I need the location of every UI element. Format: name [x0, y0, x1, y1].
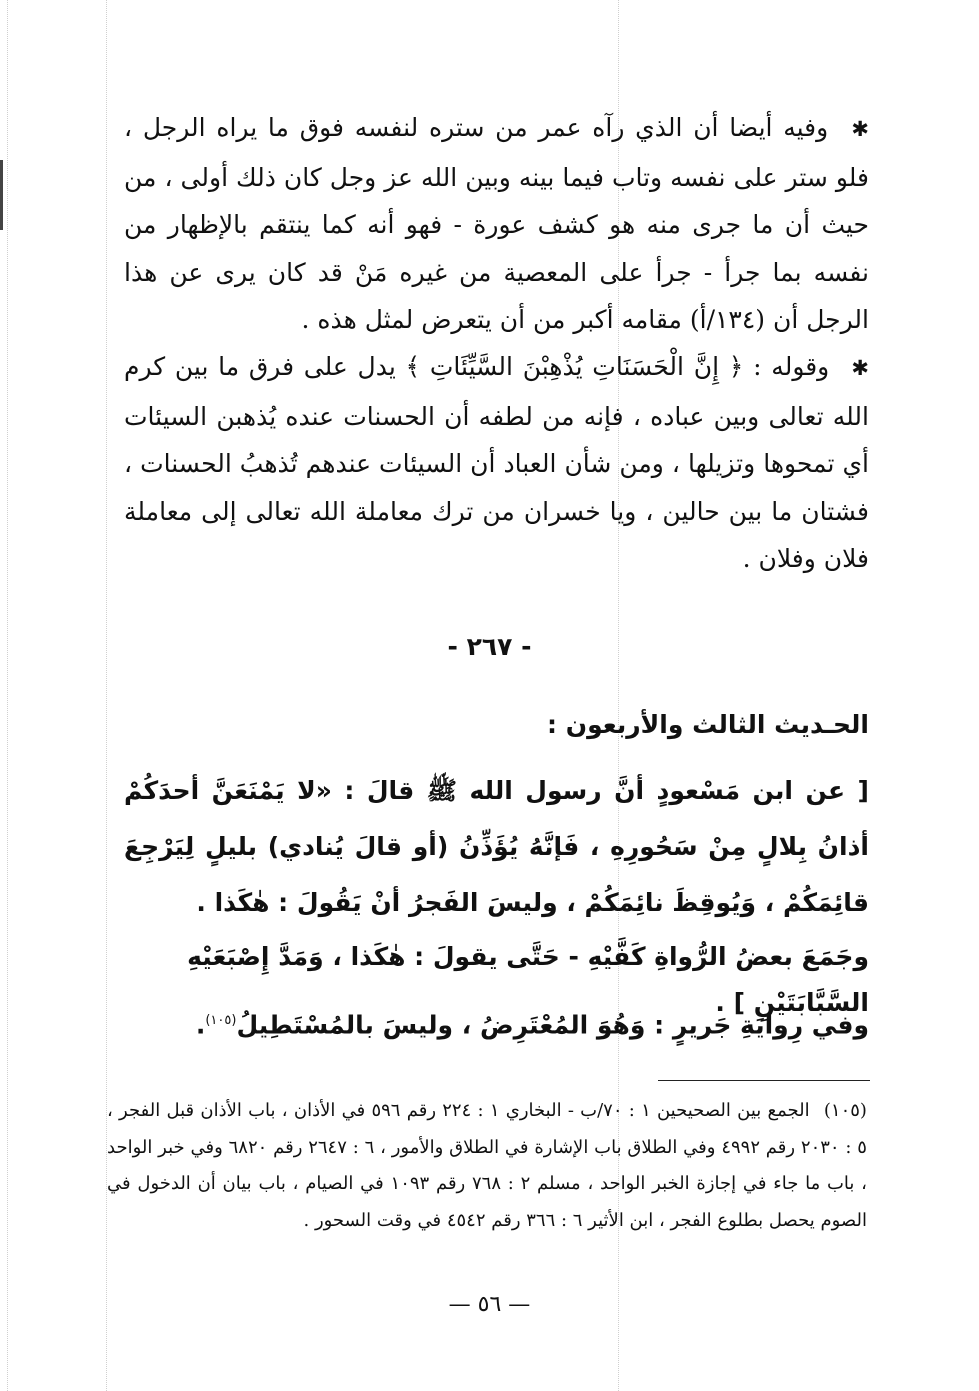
- page-number: — ٥٦ —: [448, 1292, 531, 1317]
- paragraph-text: وفيه أيضا أن الذي رآه عمر من ستره لنفسه فوق ما يراه الرجل ، فلو ستر على نفسه وتاب فيما بينه وبين الله عز وجل كان ذلك أولى ، من حيث أن ما جرى منه هو كشف عورة - فهو أنه كما ينتقم بالإظهار من نفسه بما جرأ - جرأ على المعصية من غيره مَنْ قد كان يرى عن هذا الرجل أن (١٣٤/أ) مقامه أكبر من أن يتعرض لمثل هذه .: [124, 113, 870, 334]
- footnote-number: (١٠٥): [823, 1100, 867, 1121]
- scan-fold-line: [7, 0, 8, 1391]
- asterisk-bullet-icon: ✱: [851, 356, 869, 380]
- paragraph-text: وقوله : ﴿ إِنَّ الْحَسَنَاتِ يُذْهِبْنَ السَّيِّئَاتِ ﴾ يدل على فرق ما بين كرم الله تعالى وبين عباده ، فإنه من لطفه أن الحسنات عنده يُذهبن السيئات أي تمحوها وتزيلها ، ومن شأن العباد أن السيئات عندهم تُذهبُ الحسنات ، فشتان ما بين حالين ، ويا خسران من ترك معاملة الله تعالى إلى معاملة فلان وفلان .: [124, 352, 869, 573]
- hadith-number: - ٢٦٧ -: [447, 632, 532, 661]
- narration-text: وفي رِوايَةِ جَريرٍ : وَهُوَ المُعْتَرِضُ ، وليسَ بالمُسْتَطِيلُ: [236, 1010, 869, 1040]
- commentary-paragraph: [124, 343, 869, 583]
- hadith-narration-line: [124, 998, 869, 1048]
- footnote-divider: [658, 1080, 870, 1081]
- footnote-text: الجمع بين الصحيحين ١ : ٧٠/ب - البخاري ١ : ٢٢٤ رقم ٥٩٦ في الأذان ، باب الأذان قبل الفجر ، ٥ : ٢٠٣٠ رقم ٤٩٩٢ وفي الطلاق باب الإشارة في الطلاق والأمور ، ٦ : ٢٦٤٧ رقم ٦٨٢٠ وفي خبر الواحد ، باب ما جاء في إجازة الخبر الواحد ، مسلم ٢ : ٧٦٨ رقم ١٠٩٣ في الصيام ، باب بيان أن الدخول في الصوم يحصل بطلوع الفجر ، ابن الأثير ٦ : ٣٦٦ رقم ٤٥٤٢ في وقت السحور .: [107, 1100, 867, 1231]
- asterisk-bullet-icon: ✱: [851, 117, 869, 141]
- hadith-narration-line: وجَمَعَ بعضُ الرُّواةِ كَفَّيْهِ - حَتَّى يقولَ : هٰكَذا ، وَمَدَّ إِصْبَعَيْهِ السَّبَّابَتَيْنِ ] .: [187, 942, 869, 1017]
- hadith-text: [ عن ابن مَسْعودٍ أنَّ رسول الله ﷺ قالَ : «لا يَمْنَعَنَّ أحدَكُمْ أذانُ بِلالٍ مِنْ سَحُورِهِ ، فَإنَّهُ يُؤَذِّنُ (أو قالَ يُنادي) بليلٍ لِيَرْجِعَ قائِمَكُمْ ، وَيُوقِظَ نائِمَكُمْ ، وليسَ الفَجرُ أنْ يَقُولَ : هٰكَذا .: [124, 776, 869, 917]
- scan-edge-mark: [0, 160, 3, 230]
- footnote-marker: (١٠٥): [205, 1013, 237, 1028]
- commentary-paragraph: [124, 104, 869, 344]
- narration-end: .: [195, 1010, 206, 1040]
- footnote: [107, 1093, 867, 1239]
- hadith-title: الحـديث الثالث والأربعون :: [547, 710, 869, 739]
